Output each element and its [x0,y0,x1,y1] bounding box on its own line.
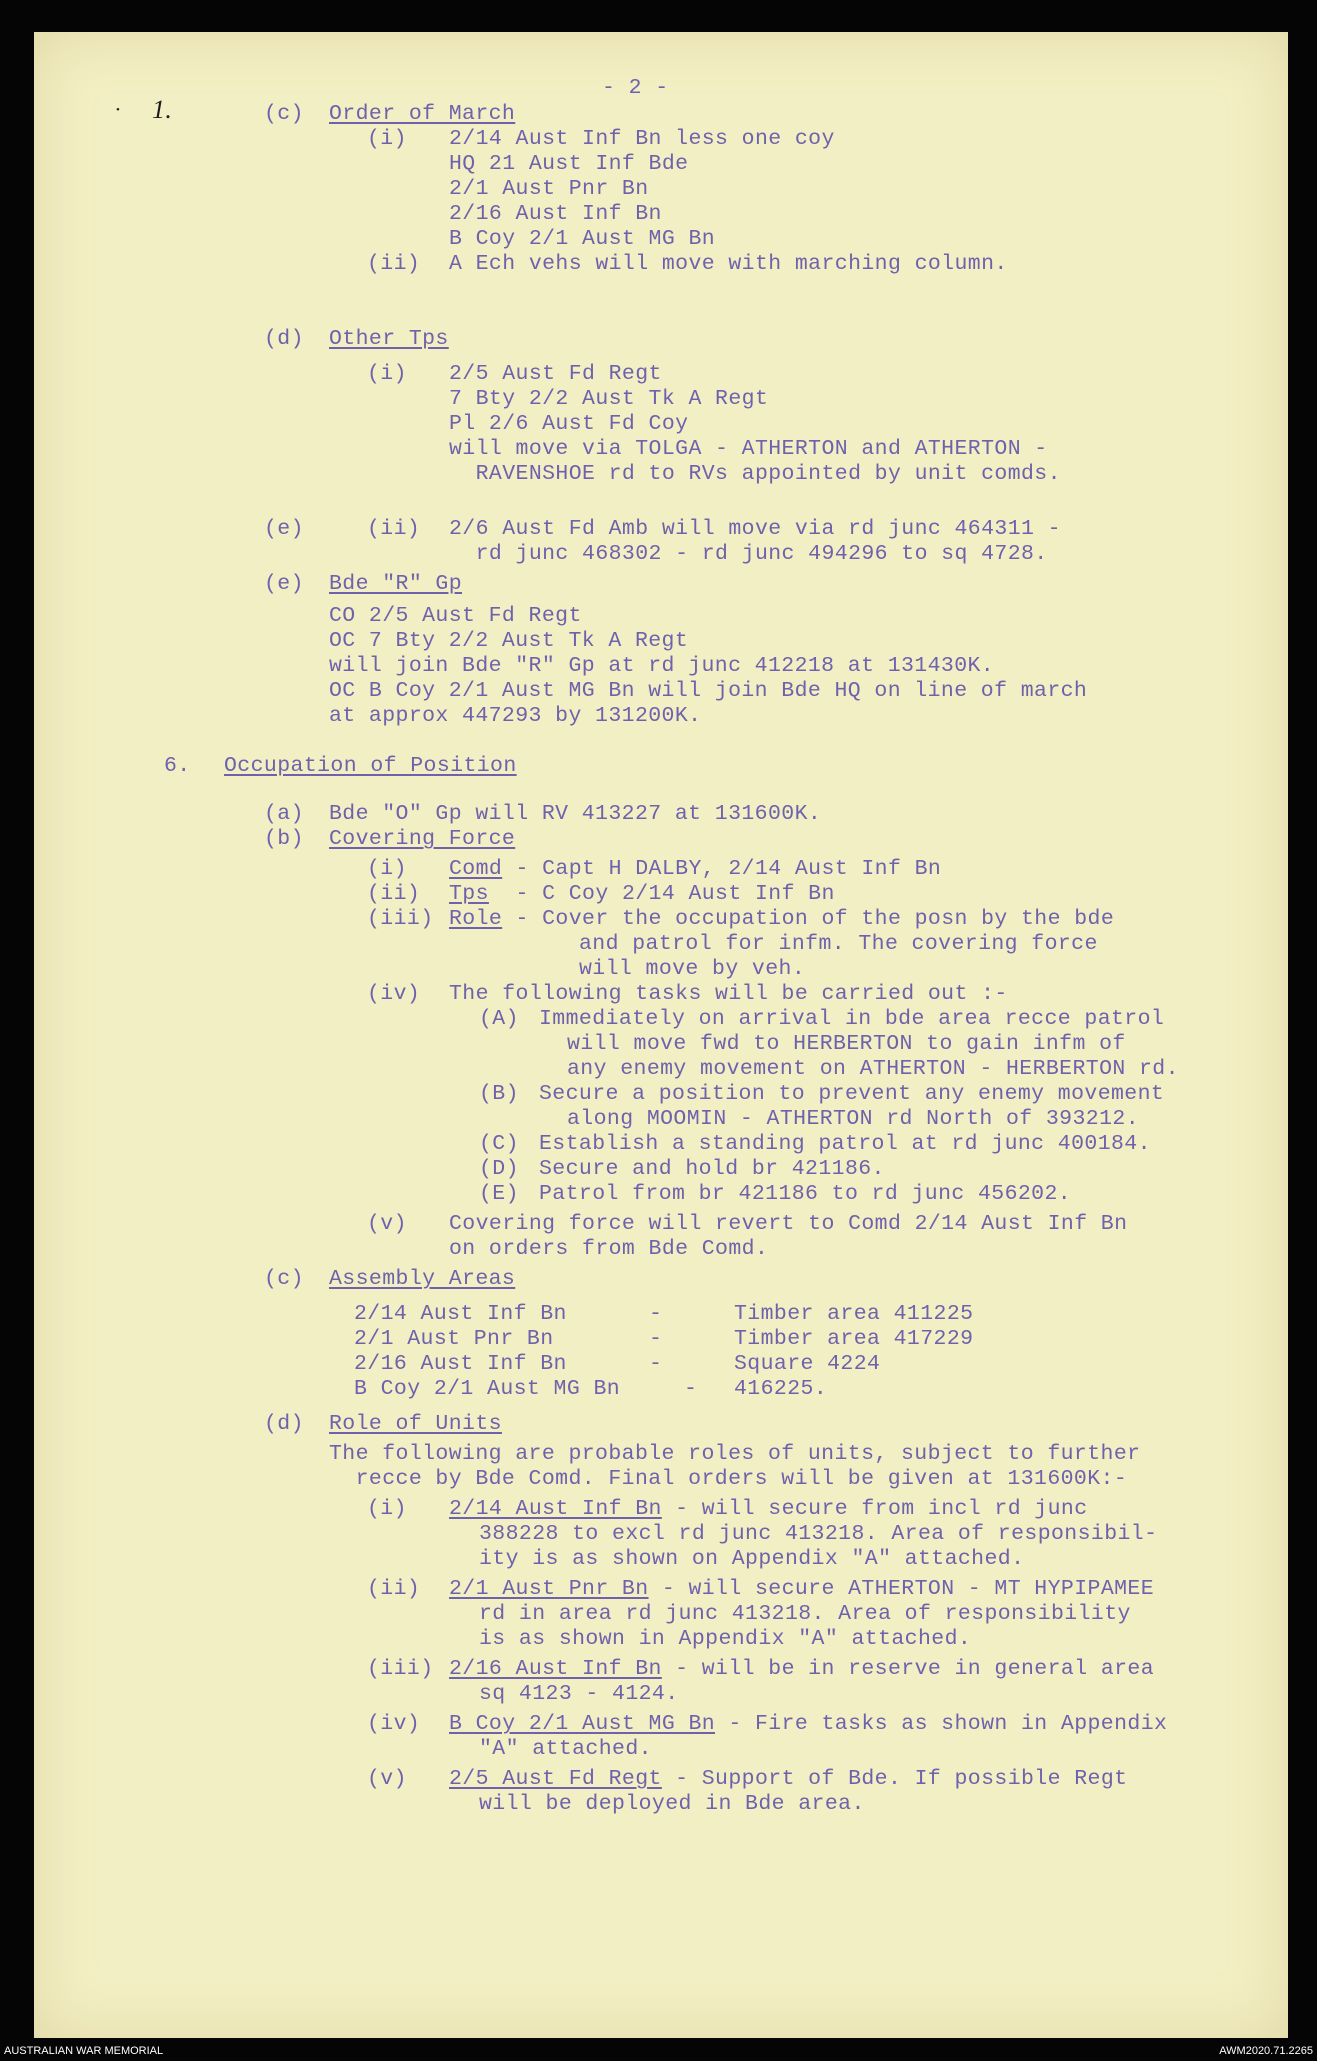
text-line [449,907,1114,932]
text-line [449,1577,1154,1602]
document-page [34,32,1288,2038]
item-label: (iv) [367,982,421,1006]
section-heading: Order of March [329,102,516,126]
text-line: 2/16 Aust Inf Bn [449,202,662,226]
text-line: OC 7 Bty 2/2 Aust Tk A Regt [329,629,689,653]
text-line [449,1767,1127,1792]
page-number: - 2 - [602,76,669,100]
text-line: sq 4123 - 4124. [479,1682,679,1706]
text-line: RAVENSHOE rd to RVs appointed by unit comds. [449,462,1061,486]
assembly-sep: - [649,1302,663,1326]
assembly-area: Timber area 417229 [734,1327,974,1351]
item-label: (ii) [367,517,421,541]
margin-mark: 1. [152,95,173,124]
text-line: 388228 to excl rd junc 413218. Area of responsibil- [479,1522,1158,1546]
assembly-unit: B Coy 2/1 Aust MG Bn [354,1377,621,1401]
section-heading: Occupation of Position [224,754,517,778]
text-line [449,882,835,907]
text-line: ity is as shown on Appendix "A" attached. [479,1547,1025,1571]
text-line [449,1712,1167,1737]
margin-dot: • [116,104,121,116]
section-number: 6. [164,754,191,778]
item-label: (i) [367,362,407,386]
role-text: - Support of Bde. If possible Regt [661,1767,1128,1791]
role-unit: B Coy 2/1 Aust MG Bn [449,1712,716,1736]
item-label: (d) [264,327,304,351]
assembly-sep: - [649,1352,663,1376]
item-label: (c) [264,102,304,126]
field-value: - C Coy 2/14 Aust Inf Bn [488,882,835,906]
item-label: (i) [367,127,407,151]
text-line: The following tasks will be carried out :- [449,982,1008,1006]
text-line: any enemy movement on ATHERTON - HERBERTON rd. [567,1057,1179,1081]
text-line: will move via TOLGA - ATHERTON and ATHERTON - [449,437,1048,461]
role-unit: 2/14 Aust Inf Bn [449,1497,662,1521]
section-heading: Role of Units [329,1412,502,1436]
text-line: will move fwd to HERBERTON to gain infm of [567,1032,1126,1056]
text-line [449,1657,1154,1682]
field-key: Role [449,907,503,931]
text-line: along MOOMIN - ATHERTON rd North of 393212. [567,1107,1139,1131]
role-text: - will be in reserve in general area [661,1657,1155,1681]
task-label: (D) [479,1157,519,1181]
section-heading: Other Tps [329,327,449,351]
item-label: (v) [367,1767,407,1791]
text-line: Bde "O" Gp will RV 413227 at 131600K. [329,802,822,826]
task-label: (A) [479,1007,519,1031]
text-line: Covering force will revert to Comd 2/14 Aust Inf Bn [449,1212,1128,1236]
assembly-unit: 2/16 Aust Inf Bn [354,1352,567,1376]
text-line: is as shown in Appendix "A" attached. [479,1627,972,1651]
task-label: (C) [479,1132,519,1156]
text-line: will move by veh. [579,957,806,981]
item-label: (iii) [367,907,434,931]
item-label: (ii) [367,252,421,276]
assembly-unit: 2/14 Aust Inf Bn [354,1302,567,1326]
text-line: "A" attached. [479,1737,652,1761]
item-label: (i) [367,1497,407,1521]
text-line: 7 Bty 2/2 Aust Tk A Regt [449,387,769,411]
text-line: on orders from Bde Comd. [449,1237,769,1261]
role-unit: 2/16 Aust Inf Bn [449,1657,662,1681]
text-line [449,857,941,882]
footer-source: AUSTRALIAN WAR MEMORIAL [4,2045,164,2057]
section-heading: Covering Force [329,827,516,851]
item-label: (ii) [367,882,421,906]
text-line [449,1497,1088,1522]
text-line: 2/6 Aust Fd Amb will move via rd junc 464311 - [449,517,1061,541]
field-value: - Capt H DALBY, 2/14 Aust Inf Bn [502,857,942,881]
text-line: at approx 447293 by 131200K. [329,704,702,728]
text-line: Immediately on arrival in bde area recce patrol [539,1007,1165,1031]
assembly-sep: - [684,1377,698,1401]
item-label: (d) [264,1412,304,1436]
text-line: Pl 2/6 Aust Fd Coy [449,412,689,436]
item-label: (v) [367,1212,407,1236]
item-label: (b) [264,827,304,851]
field-key: Comd [449,857,503,881]
assembly-area: 416225. [734,1377,828,1401]
item-label: (ii) [367,1577,421,1601]
text-line: Establish a standing patrol at rd junc 400184. [539,1132,1151,1156]
assembly-area: Timber area 411225 [734,1302,974,1326]
field-key: Tps [449,882,489,906]
text-line: CO 2/5 Aust Fd Regt [329,604,582,628]
text-line: will join Bde "R" Gp at rd junc 412218 at 131430K. [329,654,995,678]
assembly-area: Square 4224 [734,1352,881,1376]
item-label: (c) [264,1267,304,1291]
text-line: Secure and hold br 421186. [539,1157,885,1181]
text-line: rd junc 468302 - rd junc 494296 to sq 4728. [449,542,1048,566]
text-line: HQ 21 Aust Inf Bde [449,152,689,176]
text-line: The following are probable roles of units, subject to further [329,1442,1141,1466]
text-line: 2/1 Aust Pnr Bn [449,177,649,201]
section-heading: Assembly Areas [329,1267,516,1291]
assembly-unit: 2/1 Aust Pnr Bn [354,1327,554,1351]
item-label: (iii) [367,1657,434,1681]
task-label: (B) [479,1082,519,1106]
text-line: OC B Coy 2/1 Aust MG Bn will join Bde HQ on line of march [329,679,1088,703]
assembly-sep: - [649,1327,663,1351]
task-label: (E) [479,1182,519,1206]
role-unit: 2/1 Aust Pnr Bn [449,1577,649,1601]
item-label: (i) [367,857,407,881]
text-line: and patrol for infm. The covering force [579,932,1098,956]
field-value: - Cover the occupation of the posn by the bde [502,907,1115,931]
footer-reference: AWM2020.71.2265 [1219,2045,1313,2057]
text-line: 2/14 Aust Inf Bn less one coy [449,127,835,151]
text-line: Patrol from br 421186 to rd junc 456202. [539,1182,1072,1206]
section-heading: Bde "R" Gp [329,572,463,596]
item-label: (a) [264,802,304,826]
item-label: (iv) [367,1712,421,1736]
role-unit: 2/5 Aust Fd Regt [449,1767,662,1791]
text-line: B Coy 2/1 Aust MG Bn [449,227,716,251]
role-text: - Fire tasks as shown in Appendix [715,1712,1168,1736]
text-line: rd in area rd junc 413218. Area of responsibility [479,1602,1131,1626]
text-line: will be deployed in Bde area. [479,1792,865,1816]
role-text: - will secure ATHERTON - MT HYPIPAMEE [648,1577,1155,1601]
text-line: recce by Bde Comd. Final orders will be given at 131600K:- [329,1467,1128,1491]
text-line: 2/5 Aust Fd Regt [449,362,662,386]
text-line: A Ech vehs will move with marching column. [449,252,1008,276]
item-label: (e) [264,517,304,541]
role-text: - will secure from incl rd junc [661,1497,1088,1521]
text-line: Secure a position to prevent any enemy movement [539,1082,1165,1106]
item-label: (e) [264,572,304,596]
document-body [34,32,1288,2038]
